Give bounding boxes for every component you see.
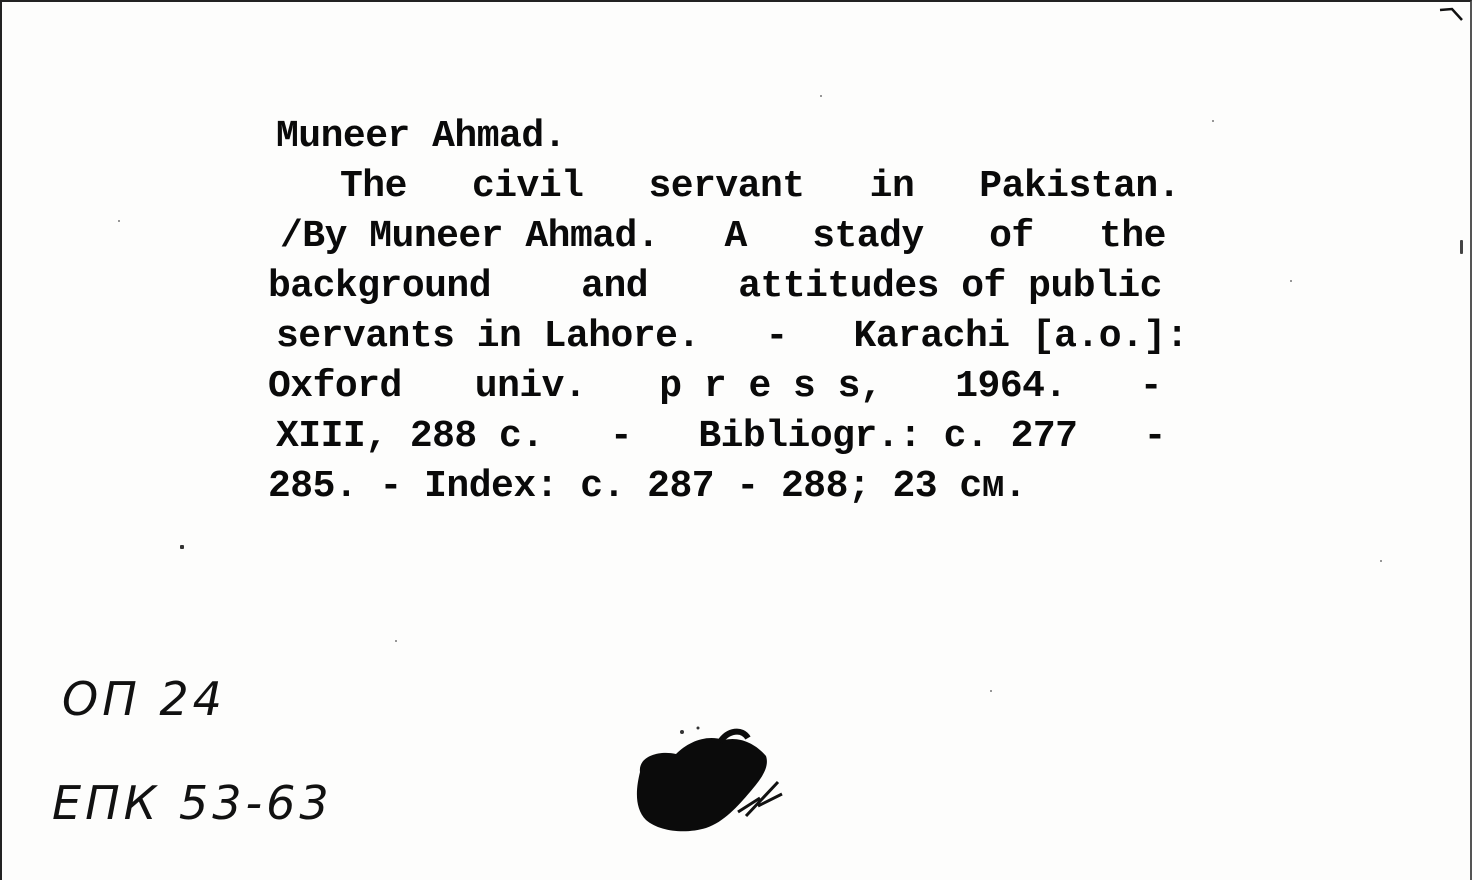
scan-speck [1380,560,1382,562]
entry-word: servants in Lahore. [276,315,700,358]
scan-speck [118,220,120,222]
entry-word: background [268,265,492,308]
bibliographic-entry [268,112,1188,532]
scan-speck [990,690,992,692]
entry-word: and [581,265,649,308]
entry-line-4 [276,312,1188,362]
entry-word: - [1139,365,1162,408]
entry-word: - [765,315,788,358]
handwritten-classification: ЕПК 53-63 [52,776,333,830]
scan-speck [820,95,822,97]
scan-speck [180,545,184,549]
entry-word: 1964. [955,365,1067,408]
entry-word: univ. [474,365,587,408]
entry-word: in [869,165,915,208]
entry-word: stady [812,215,924,258]
ink-blot-icon [628,722,798,842]
entry-word: A [724,215,747,258]
entry-word: Karachi [a.o.]: [853,315,1188,358]
entry-line-7: 285. - Index: c. 287 - 288; 23 см. [268,465,1027,508]
entry-word: p r e s s, [659,365,883,408]
entry-word: servant [648,165,805,208]
entry-line-2 [280,212,1166,262]
entry-word: the [1099,215,1166,258]
entry-line-6 [276,412,1166,462]
entry-word: attitudes of public [738,265,1162,308]
entry-word: Bibliogr.: c. 277 [698,415,1078,458]
entry-word: Pakistan. [979,165,1180,208]
entry-word: civil [471,165,584,208]
scan-speck [395,640,397,642]
scan-speck [1290,280,1292,282]
handwritten-shelf-mark: ОП 24 [62,672,226,726]
scan-speck [1212,120,1214,122]
entry-word: of [989,215,1034,258]
entry-word: The [340,165,407,208]
entry-line-1 [340,162,1180,212]
entry-word: XIII, 288 c. [276,415,544,458]
entry-word: - [609,415,633,458]
entry-word: - [1143,415,1166,458]
author-heading: Muneer Ahmad. [276,115,566,158]
entry-word: /By Muneer Ahmad. [280,215,660,258]
entry-line-3 [268,262,1162,312]
scan-speck [1460,240,1463,254]
entry-line-5 [268,362,1162,412]
entry-word: Oxford [268,365,402,408]
corner-mark-icon [1438,6,1464,26]
